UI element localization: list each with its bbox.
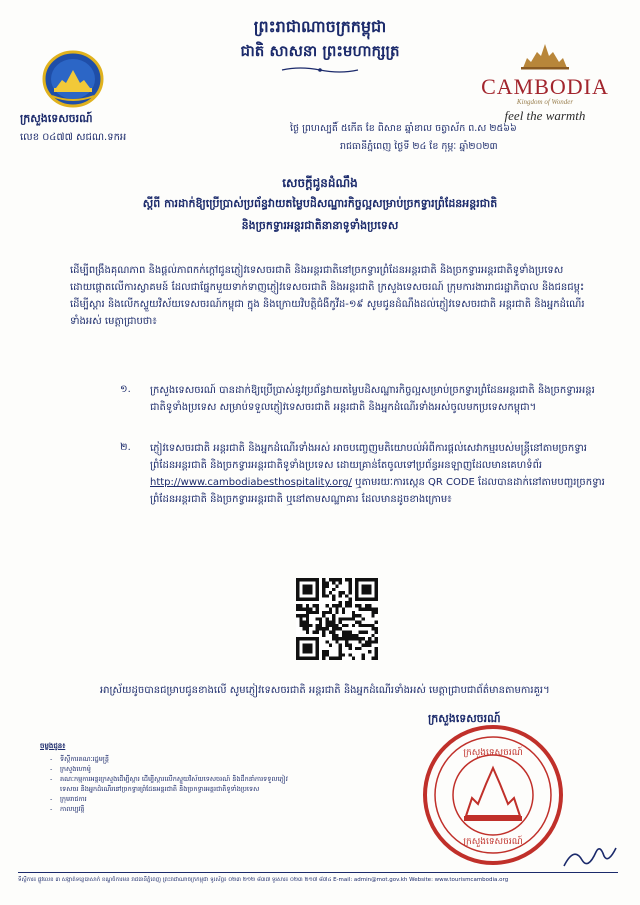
- item-text: ក្រសួងទេសចរណ៍ បានដាក់ឱ្យប្រើប្រាស់នូវប្រព័ន្ធវាយតម្លៃបដិសណ្ឋារកិច្ចល្អសម្រាប់ច្រកទ្វារព្រំដែនអន្តរជាតិ និងច្រកទ្វារអន្តរជាតិទូទាំងប្រទេស សម្រាប់ទទួលភ្ញៀវទេសចរជាតិ អន្តរជាតិ និងអ្នកដំណើរទាំងអស់ចូលមកប្រទេសកម្ពុជា។: [150, 385, 595, 413]
- ministry-name: ក្រសួងទេសចរណ៍: [20, 112, 93, 125]
- subject-line-2: និងច្រកទ្វារអន្តរជាតិនានាទូទាំងប្រទេស: [241, 219, 399, 232]
- lunar-date: ថ្ងៃ ព្រហស្បតិ៍ ៥កើត ខែ ពិសាខ ឆ្នាំខាល ចត្វាស័ក ព.ស ២៥៦៦: [290, 123, 517, 134]
- cc-list: [50, 754, 300, 814]
- hospitality-website-link[interactable]: http://www.cambodiabesthospitality.org/: [150, 477, 352, 488]
- document-title: សេចក្តីជូនដំណឹង: [282, 176, 358, 190]
- cc-title: ចម្លងជូន៖: [40, 742, 66, 750]
- item-number: ២.: [120, 442, 131, 453]
- footer-contact: ទីស្តីការ៖ ផ្លូវលេខ ៣ សង្កាត់ទន្លេបាសាក់ ខណ្ឌចំការមន រាជធានីភ្នំពេញ ព្រះរាជាណាចក្រកម្ពុជា ទូរស័ព្ទ៖ ០២៣ ២១២ ៨៣៧ ទូរសារ៖ ០២៣ ២១៧ ៨៧៤ E-mail: admin@mot.gov.kh Website: www.tourismcambodia.org: [18, 877, 509, 883]
- qr-code-icon[interactable]: [296, 578, 378, 660]
- item-text-before: ភ្ញៀវទេសចរជាតិ អន្តរជាតិ និងអ្នកដំណើរទាំងអស់ អាចបញ្ចេញមតិយោបល់អំពីការផ្តល់សេវាកម្មរបស់មន្ត្រីនៅតាមច្រកទ្វារព្រំដែនអន្តរជាតិ និងច្រកទ្វារអន្តរជាតិទូទាំងប្រទេស ដោយគ្រាន់តែចូលទៅប្រព័ន្ធអនឡាញដែលមានគេហទំព័រ: [150, 443, 587, 471]
- cc-item: - កាលប្បវត្តិ: [50, 804, 300, 814]
- brand-tagline: Kingdom of Wonder: [516, 98, 574, 106]
- item-text-after: ឬតាមរយៈការស្កេន QR CODE ដែលបានដាក់នៅតាមបញ្ជរច្រកទ្វារព្រំដែនអន្តរជាតិ និងច្រកទ្វារអន្តរជាតិ ឬនៅតាមសណ្ឋាគារ ដែលមានដូចខាងក្រោម៖: [150, 477, 605, 505]
- intro-paragraph: ដើម្បីពង្រឹងគុណភាព និងផ្តល់ភាពកក់ក្តៅជូនភ្ញៀវទេសចរជាតិ និងអន្តរជាតិនៅច្រកទ្វារព្រំដែនអន្តរជាតិ និងច្រកទ្វារអន្តរជាតិទូទាំងប្រទេស ដោយផ្តោតលើការស្វាគមន៍ ដែលជាផ្នែកមួយទាក់ទាញភ្ញៀវទេសចរជាតិ និងអន្តរជាតិ ក្រសួងទេសចរណ៍ ក្រុមការងាររាជរដ្ឋាភិបាល និងជនជម្ពុះដើម្បីស្តារ និងលើកស្ទួយវិស័យទេសចរណ៍កម្ពុជា ក្នុង និងក្រោយវិបត្តិជំងឺកូវីដ-១៩ សូមជូនដំណឹងដល់ភ្ញៀវទេសចរជាតិ អន្តរជាតិ និងអ្នកដំណើរទាំងអស់ មេត្តាជ្រាបថា៖: [70, 265, 585, 327]
- stamp-text-top: ក្រសួងទេសចរណ៍: [463, 748, 523, 758]
- cc-item: - គណៈកម្មការអន្តរក្រសួងដើម្បីស្តារ ដើម្បីស្តារលើកស្ទួយវិស័យទេសចរណ៍ និងដឹកនាំការទទួលភ្ញៀវទេសចរ និងអ្នកដំណើរនៅច្រកទ្វារព្រំដែនអន្តរជាតិ និងច្រកទ្វារអន្តរជាតិទូទាំងប្រទេស: [50, 774, 300, 794]
- angkor-temple-icon: [517, 42, 573, 70]
- brand-wordmark: CAMBODIA: [481, 74, 609, 99]
- national-motto: ជាតិ សាសនា ព្រះមហាក្សត្រ: [240, 42, 400, 60]
- kingdom-title: ព្រះរាជាណាចក្រកម្ពុជា: [253, 17, 387, 36]
- brand-slogan: feel the warmth: [504, 108, 586, 123]
- signer-title: ក្រសួងទេសចរណ៍: [428, 712, 501, 725]
- ornament-divider-icon: [280, 66, 360, 74]
- cc-item: - ទីស្តីការគណៈរដ្ឋមន្ត្រី: [50, 754, 300, 764]
- item-number: ១.: [120, 384, 131, 395]
- footer-divider: [18, 872, 618, 873]
- solar-date: រាជធានីភ្នំពេញ ថ្ងៃទី ២៤ ខែ កុម្ភៈ ឆ្នាំ២០២៣: [340, 141, 498, 152]
- cc-item: - ក្រសួងហោម៉ូ: [50, 764, 300, 774]
- cc-item: - ក្រុមរាជការ: [50, 794, 300, 804]
- reference-number: លេខ ០៤៧៧ សជណ.ទកអ: [20, 132, 127, 143]
- official-stamp-icon: [418, 720, 568, 870]
- subject-line-1: ស្តីពី ការដាក់ឱ្យប្រើប្រាស់ប្រព័ន្ធវាយតម្លៃបដិសណ្ឋារកិច្ចល្អសម្រាប់ច្រកទ្វារព្រំដែនអន្តរជាតិ: [142, 197, 498, 210]
- handwritten-signature-icon: [560, 842, 620, 872]
- item-text: [150, 440, 610, 508]
- stamp-text-bottom: ក្រសួងទេសចរណ៍: [463, 837, 523, 847]
- closing-paragraph: អាស្រ័យដូចបានជម្រាបជូនខាងលើ សូមភ្ញៀវទេសចរជាតិ អន្តរជាតិ និងអ្នកដំណើរទាំងអស់ មេត្តាជ្រាបជាព័ត៌មានតាមការគួរ។: [100, 685, 550, 696]
